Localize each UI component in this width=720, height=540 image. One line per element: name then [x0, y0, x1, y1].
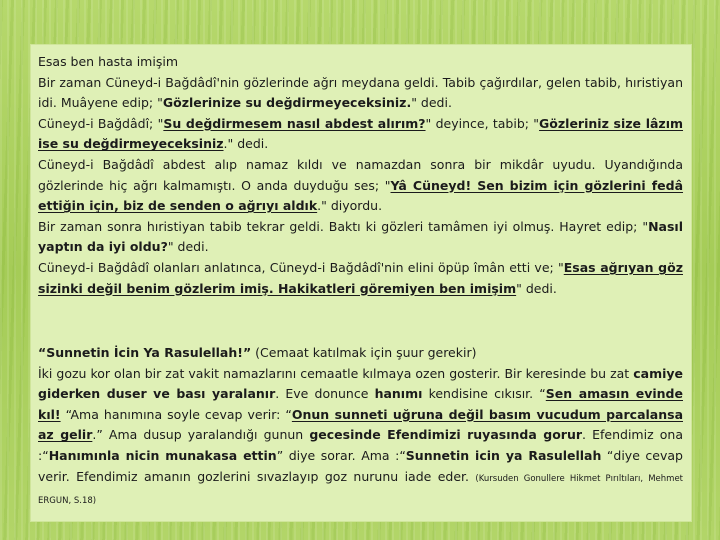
p4-end: " dedi. — [167, 239, 209, 255]
s2-text-i: “diye cevap verir. Efendimiz amanın gozlerini sıvazlayıp goz nurunu iade eder. — [38, 447, 683, 484]
s2-underlined-2: Onun sunneti uğruna değil basım vucudum parcalansa az gelir — [38, 406, 683, 443]
story1-paragraph-2 — [38, 114, 683, 155]
p5-underlined: Esas ağrıyan göz sizinki değil benim gözlerim imiş. Hakikatleri göremiyen ben imişim — [38, 259, 683, 296]
s2-text-h: ” diye sorar. Ama :“ — [276, 447, 406, 463]
story1-title: Esas ben hasta imişim — [38, 54, 178, 69]
p2-underlined-2: Gözleriniz size lâzım ise su değdirmeyeceksiniz — [38, 115, 684, 152]
story1-paragraph-5 — [38, 258, 683, 299]
s2-text-f: .” Ama dusup yaralandığı gunun — [92, 427, 310, 443]
p1-text: Bir zaman Cüneyd-i Bağdâdî'nin gözlerinde ağrı meydana geldi. Tabib çağırdılar, gelen tabib, hıristiyan idi. Muâyene edip; " — [38, 74, 683, 111]
story-sunnet — [38, 343, 683, 512]
story1-paragraph-1 — [38, 73, 683, 114]
s2-text-d: kendisine cıkısır. “ — [422, 386, 546, 402]
s2-bold-3: gecesinde Efendimizi ruyasında gorur — [309, 427, 583, 443]
p2-text: Cüneyd-i Bağdâdî; " — [38, 115, 164, 131]
story2-title: “Sunnetin İcin Ya Rasulellah!” — [38, 345, 252, 360]
story2-paragraph — [38, 364, 683, 512]
p5-end: " dedi. — [516, 280, 557, 296]
p3-text: Cüneyd-i Bağdâdî abdest alıp namaz kıldı ve namazdan sonra bir mikdâr uyudu. Uyandığında gözlerinde hiç ağrı kalmamıştı. O anda duyduğu ses; " — [38, 156, 683, 193]
p2-mid: " deyince, tabib; " — [425, 115, 540, 131]
s2-text-e: “Ama hanımına soyle cevap verir: “ — [60, 406, 292, 422]
s2-bold-2: hanımı — [374, 386, 423, 402]
p4-text: Bir zaman sonra hıristiyan tabib tekrar geldi. Baktı ki gözleri tamâmen iyi olmuş. Hayret edip; " — [38, 218, 649, 234]
p1-bold: Gözlerinize su değdirmeyeceksiniz. — [162, 95, 412, 111]
s2-underlined-1: Sen amasın evinde kıl! — [38, 386, 683, 422]
source-citation: (Kursuden Gonullere Hikmet Pırıltıları, Mehmet ERGUN, S.18) — [38, 473, 684, 507]
p3-underlined: Yâ Cüneyd! Sen bizim için gözlerini fedâ ettiğin için, biz de senden o ağrıyı aldık — [38, 177, 684, 214]
s2-bold-1: camiye giderken duser ve bası yaralanır — [38, 365, 683, 402]
s2-bold-5: Sunnetin icin ya Rasulellah — [405, 447, 602, 463]
s2-bold-4: Hanımınla nicin munakasa ettin — [48, 447, 277, 463]
story1-paragraph-4 — [38, 217, 683, 258]
p2-end: ." dedi. — [223, 136, 269, 152]
s2-text-a: İki gozu kor olan bir zat vakit namazlarını cemaatle kılmaya ozen gosterir. Bir keresinde bu zat — [38, 365, 634, 381]
p3-end: ." diyordu. — [317, 198, 383, 214]
story1-paragraph-3 — [38, 155, 683, 217]
p2-underlined-1: Su değdirmesem nasıl abdest alırım? — [163, 115, 426, 131]
p1-end: " dedi. — [411, 95, 452, 111]
p4-bold: Nasıl yaptın da iyi oldu? — [38, 218, 683, 255]
story-cuneyd — [38, 52, 683, 299]
s2-text-c: . Eve donunce — [275, 386, 375, 402]
s2-text-g: . Efendimiz ona :“ — [38, 427, 683, 463]
p5-text: Cüneyd-i Bağdâdî olanları anlatınca, Cüneyd-i Bağdâdî'nin elini öpüp îmân etti ve; " — [38, 259, 564, 275]
story2-title-line — [38, 343, 683, 364]
story2-subtitle: (Cemaat katılmak için şuur gerekir) — [251, 345, 477, 360]
